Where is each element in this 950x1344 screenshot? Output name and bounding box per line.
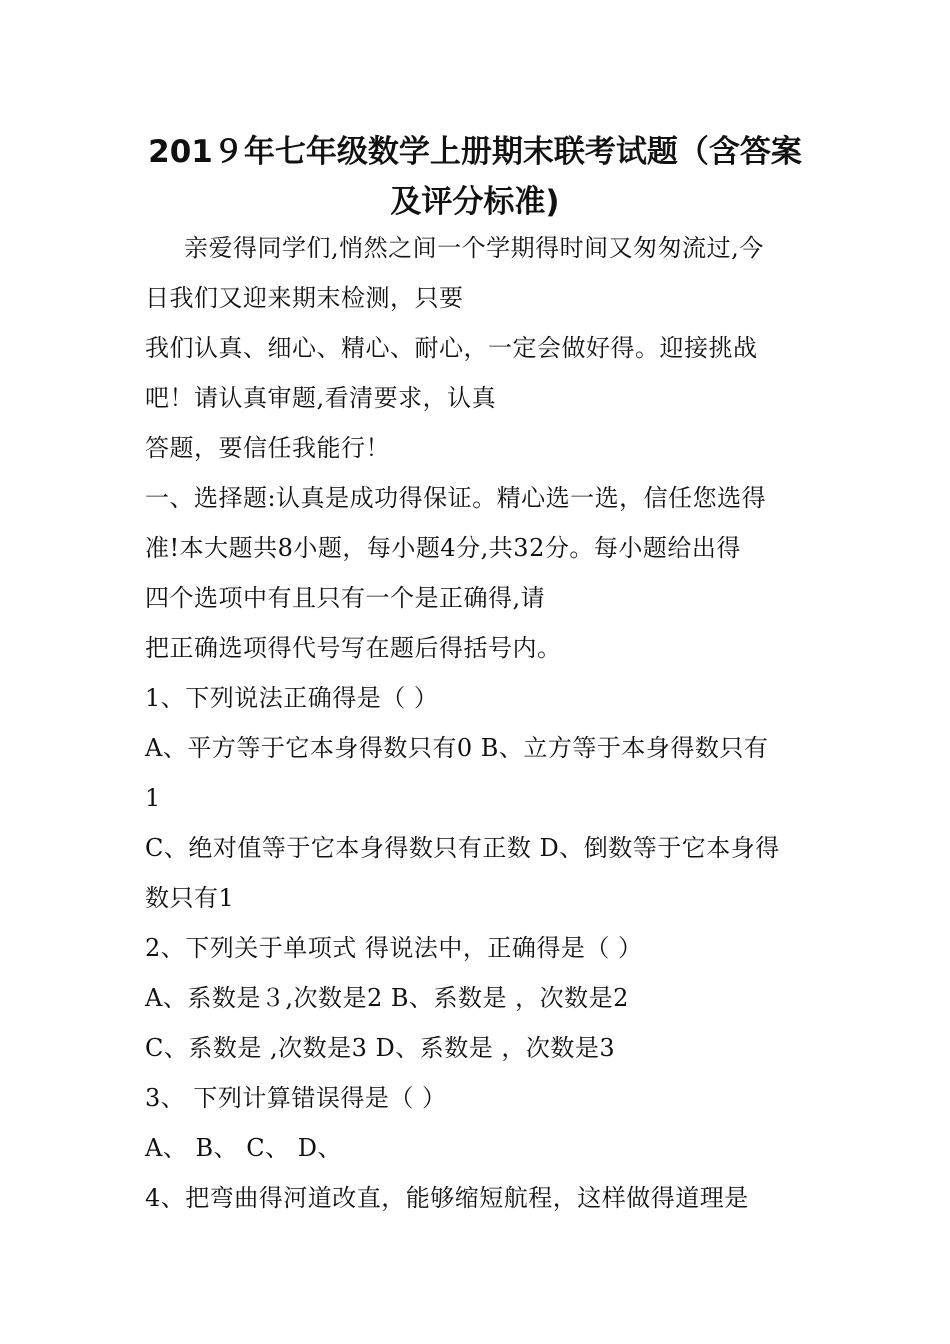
section-instruction-line: 四个选项中有且只有一个是正确得,请 xyxy=(145,584,546,612)
question-1: 1、下列说法正确得是（ ） xyxy=(145,684,439,712)
document-title-line-1: 201９年七年级数学上册期末联考试题（含答案 xyxy=(148,134,802,170)
intro-line: 我们认真、细心、精心、耐心，一定会做好得。迎接挑战 xyxy=(145,334,758,362)
question-3: 3、 下列计算错误得是（ ） xyxy=(145,1084,447,1112)
question-1-options: 1 xyxy=(145,784,161,812)
section-heading-line: 一、选择题:认真是成功得保证。精心选一选，信任您选得 xyxy=(145,484,767,512)
question-3-options: A、 B、 C、 D、 xyxy=(145,1134,342,1162)
document-title-line-2: 及评分标准) xyxy=(390,184,560,220)
intro-line: 日我们又迎来期末检测，只要 xyxy=(145,284,464,312)
question-2: 2、下列关于单项式 得说法中，正确得是（ ） xyxy=(145,934,643,962)
question-1-options: 数只有1 xyxy=(145,884,235,912)
intro-line: 答题，要信任我能行！ xyxy=(145,434,390,462)
question-2-options: A、系数是３,次数是2 B、系数是 ，次数是2 xyxy=(145,984,629,1012)
intro-line: 吧！请认真审题,看清要求，认真 xyxy=(145,384,497,412)
section-instruction-line: 准!本大题共8小题，每小题4分,共32分。每小题给出得 xyxy=(145,534,741,562)
question-2-options: C、系数是 ,次数是3 D、系数是 ，次数是3 xyxy=(145,1034,616,1062)
intro-line: 亲爱得同学们,悄然之间一个学期得时间又匆匆流过,今 xyxy=(184,234,764,262)
section-instruction-line: 把正确选项得代号写在题后得括号内。 xyxy=(145,634,562,662)
question-1-options: A、平方等于它本身得数只有0 B、立方等于本身得数只有 xyxy=(145,734,769,762)
question-1-options: C、绝对值等于它本身得数只有正数 D、倒数等于它本身得 xyxy=(145,834,780,862)
question-4: 4、把弯曲得河道改直，能够缩短航程，这样做得道理是 xyxy=(145,1184,749,1212)
